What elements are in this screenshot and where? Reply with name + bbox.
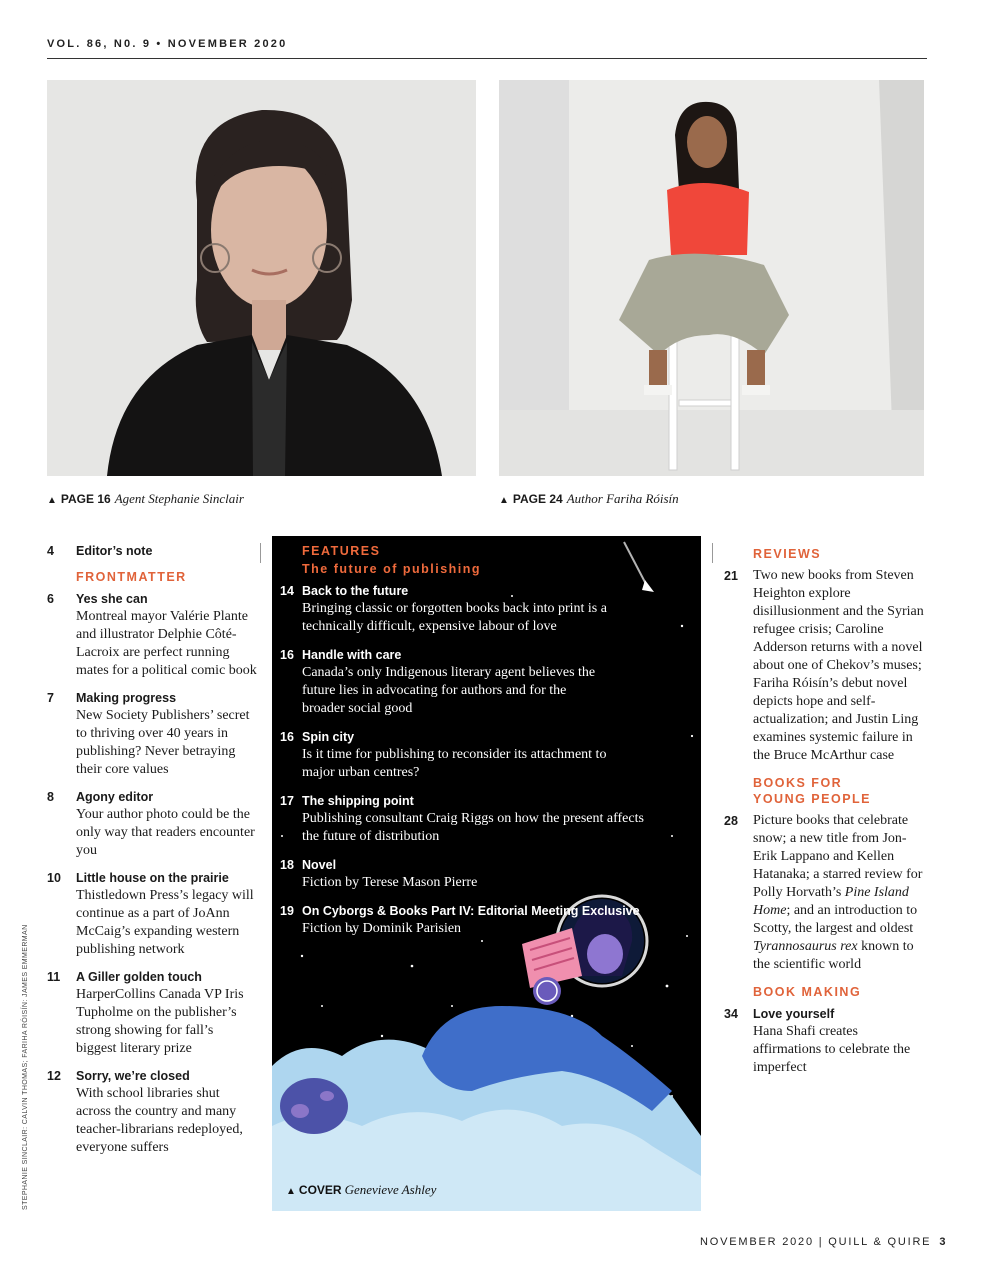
feature-entry[interactable] xyxy=(280,728,690,782)
toc-entry[interactable] xyxy=(47,968,257,1058)
section-heading-book-making: BOOK MAKING xyxy=(753,985,862,999)
toc-page-number: 6 xyxy=(47,592,54,606)
photo-caption-2 xyxy=(499,491,679,507)
caption-text: Author Fariha Róisín xyxy=(566,491,679,506)
caption-text: Agent Stephanie Sinclair xyxy=(114,491,244,506)
toc-description: Thistledown Press’s legacy will continue as a part of JoAnn McCaig’s expanding western publishing network xyxy=(76,888,254,957)
photo-fariha-roisin xyxy=(499,80,924,476)
column-divider xyxy=(260,543,261,563)
section-heading-books-for: BOOKS FOR xyxy=(753,776,843,790)
features-panel xyxy=(272,536,701,1211)
toc-page-number: 21 xyxy=(724,569,738,583)
triangle-up-icon: ▲ xyxy=(286,1186,296,1197)
toc-page-number: 28 xyxy=(724,814,738,828)
toc-title: Spin city xyxy=(302,730,355,744)
toc-title: A Giller golden touch xyxy=(76,970,202,984)
toc-title: Little house on the prairie xyxy=(76,871,229,885)
toc-entry[interactable] xyxy=(47,869,257,959)
toc-title: Sorry, we’re closed xyxy=(76,1069,190,1083)
triangle-up-icon: ▲ xyxy=(499,495,509,506)
toc-page-number: 16 xyxy=(280,648,294,662)
species-name: Tyrannosaurus rex xyxy=(753,939,858,954)
section-heading-reviews: REVIEWS xyxy=(753,547,822,561)
toc-description: Two new books from Steven Heighton explore disillusionment and the Syrian refugee crisis; Caroline Adderson returns with a novel about one of Chekov’s muses; Fariha Róisín’s debut novel depicts hope and self-actualization; and Justin Ling examines systemic failure in the Bruce McArthur case xyxy=(753,568,924,763)
page-folio xyxy=(700,1236,947,1248)
toc-page-number: 7 xyxy=(47,691,54,705)
toc-page-number: 19 xyxy=(280,904,294,918)
toc-entry[interactable] xyxy=(47,1067,257,1157)
feature-entry[interactable] xyxy=(280,792,690,846)
toc-entry-reviews[interactable] xyxy=(724,567,929,765)
toc-title: Agony editor xyxy=(76,790,154,804)
toc-page-number: 10 xyxy=(47,871,61,885)
toc-page-number: 16 xyxy=(280,730,294,744)
toc-page-number: 14 xyxy=(280,584,294,598)
toc-title: On Cyborgs & Books Part IV: Editorial Meeting Exclusive xyxy=(302,904,640,918)
toc-page-number: 34 xyxy=(724,1007,738,1021)
features-subtitle: The future of publishing xyxy=(302,562,482,576)
toc-entry[interactable] xyxy=(47,689,257,779)
toc-description: HarperCollins Canada VP Iris Tupholme on the publisher’s strong showing for fall’s biggest literary prize xyxy=(76,987,244,1056)
caption-page-ref[interactable]: PAGE 16 xyxy=(60,492,111,506)
cover-caption xyxy=(286,1182,436,1198)
section-heading-young-people: YOUNG PEOPLE xyxy=(753,792,872,806)
toc-entry[interactable] xyxy=(47,788,257,860)
toc-description: Hana Shafi creates affirmations to celebrate the imperfect xyxy=(753,1024,911,1075)
toc-description: Canada’s only Indigenous literary agent believes the future lies in advocating for authors and for the broader social good xyxy=(302,665,596,716)
toc-description: Publishing consultant Craig Riggs on how the present affects the future of distribution xyxy=(302,811,644,844)
toc-entry-editors-note[interactable] xyxy=(47,542,257,560)
reviews-column xyxy=(724,542,929,1086)
top-rule xyxy=(47,58,927,59)
triangle-up-icon: ▲ xyxy=(47,495,57,506)
feature-entry[interactable] xyxy=(280,582,690,636)
toc-title: Back to the future xyxy=(302,584,409,598)
description-text: known to the scientific world xyxy=(753,939,914,972)
toc-title: The shipping point xyxy=(302,794,414,808)
toc-description: With school libraries shut across the country and many teacher-librarians redeployed, everyone suffers xyxy=(76,1086,243,1155)
toc-page-number: 4 xyxy=(47,544,54,558)
page-number: 3 xyxy=(939,1236,948,1248)
toc-page-number: 11 xyxy=(47,970,61,984)
toc-page-number: 8 xyxy=(47,790,54,804)
photo-caption-1 xyxy=(47,491,244,507)
section-heading-frontmatter: FRONTMATTER xyxy=(76,570,187,584)
toc-page-number: 12 xyxy=(47,1069,61,1083)
toc-page-number: 17 xyxy=(280,794,294,808)
cover-label: COVER xyxy=(298,1183,342,1197)
photo-credit: STEPHANIE SINCLAIR: CALVIN THOMAS; FARIHA RÓISÍN: JAMES EMMERMAN xyxy=(22,924,29,1210)
toc-description: Is it time for publishing to reconsider its attachment to major urban centres? xyxy=(302,747,607,780)
toc-page-number: 18 xyxy=(280,858,294,872)
toc-title: Yes she can xyxy=(76,592,148,606)
toc-description: New Society Publishers’ secret to thriving over 40 years in publishing? Never betraying their core values xyxy=(76,708,250,777)
toc-entry-young-people[interactable] xyxy=(724,812,929,974)
feature-entry[interactable] xyxy=(280,856,690,892)
toc-description xyxy=(753,812,929,974)
description-text: Picture books that celebrate snow; a new title from Jon-Erik Lappano and Kellen Hatanaka; a starred review for Polly Horvath’s xyxy=(753,813,923,900)
toc-entry-book-making[interactable] xyxy=(724,1005,929,1077)
column-divider xyxy=(712,543,713,563)
masthead: VOL. 86, N0. 9 • NOVEMBER 2020 xyxy=(47,38,288,50)
toc-description: Your author photo could be the only way that readers encounter you xyxy=(76,807,255,858)
toc-title: Making progress xyxy=(76,691,177,705)
caption-page-ref[interactable]: PAGE 24 xyxy=(512,492,563,506)
toc-description: Montreal mayor Valérie Plante and illustrator Delphie Côté-Lacroix are perfect running mates for a political comic book xyxy=(76,609,257,678)
section-heading-features: FEATURES xyxy=(302,544,381,558)
toc-description: Bringing classic or forgotten books back into print is a technically difficult, expensive labour of love xyxy=(302,601,607,634)
description-text: ; and an introduction to Scotty, the largest and oldest xyxy=(753,903,918,936)
toc-title: Love yourself xyxy=(753,1007,835,1021)
folio-text: NOVEMBER 2020 | QUILL & QUIRE xyxy=(700,1236,932,1248)
toc-description: Fiction by Terese Mason Pierre xyxy=(302,875,478,890)
cover-credit: Genevieve Ashley xyxy=(344,1182,437,1197)
toc-title: Editor’s note xyxy=(76,544,153,558)
book-title: Pine Island Home xyxy=(753,885,909,918)
toc-entry[interactable] xyxy=(47,590,257,680)
photo-stephanie-sinclair xyxy=(47,80,476,476)
feature-entry[interactable] xyxy=(280,646,690,718)
toc-title: Novel xyxy=(302,858,337,872)
frontmatter-column xyxy=(47,542,257,1166)
feature-entry[interactable] xyxy=(280,902,690,938)
toc-title: Handle with care xyxy=(302,648,402,662)
toc-description: Fiction by Dominik Parisien xyxy=(302,921,462,936)
